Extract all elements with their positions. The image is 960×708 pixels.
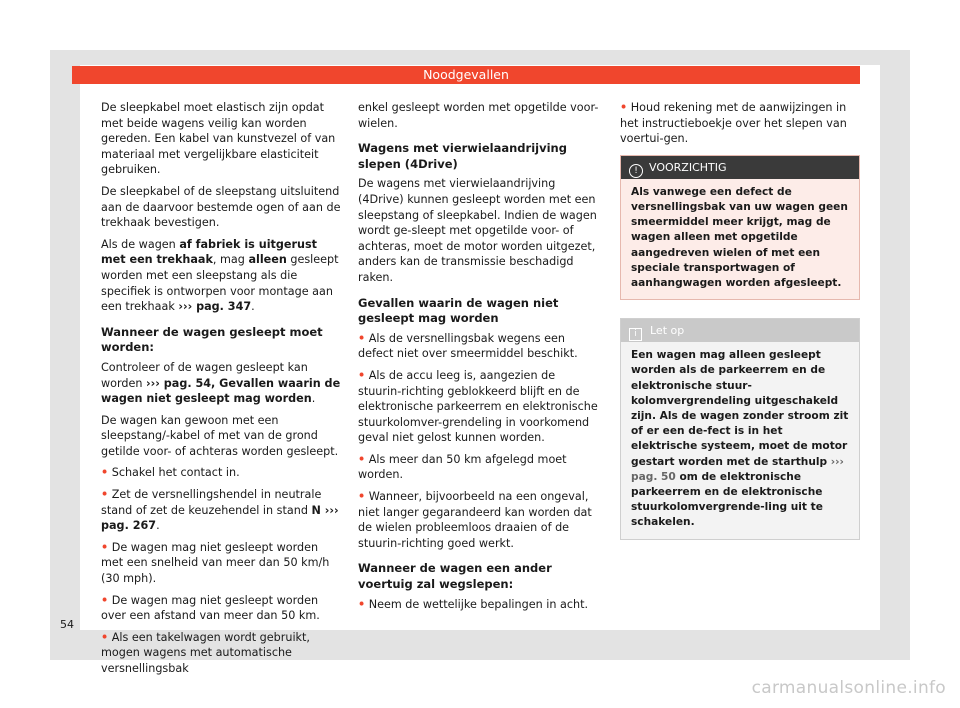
list-item: • Schakel het contact in. bbox=[101, 466, 240, 480]
bullet-icon: • bbox=[101, 593, 109, 607]
bullet-icon: • bbox=[101, 488, 109, 502]
bullet-icon: • bbox=[358, 368, 366, 382]
note-title: Let op bbox=[650, 324, 685, 338]
section-heading: Wanneer de wagen een ander voertuig zal wegslepen: bbox=[358, 561, 552, 592]
bullet-icon: • bbox=[101, 630, 109, 644]
list-item: • Neem de wettelijke bepalingen in acht. bbox=[358, 597, 589, 611]
paragraph: enkel gesleept worden met opgetilde voor-wielen. bbox=[358, 101, 599, 130]
warning-header bbox=[621, 156, 859, 179]
bullet-icon: • bbox=[620, 101, 628, 114]
list-item: • Als meer dan 50 km afgelegd moet worden. bbox=[358, 452, 567, 482]
bullet-icon: • bbox=[358, 452, 366, 466]
page-number: 54 bbox=[60, 618, 74, 631]
page-reference-link[interactable]: ››› pag. 347 bbox=[178, 300, 252, 314]
list-item: • Als de accu leeg is, aangezien de stuurin-richting geblokkeerd blijft en de elektronische parkeerrem en elektronische stuurkolomver-grendeling in voorkomend geval niet gelost kunnen worden. bbox=[358, 368, 598, 445]
column-2 bbox=[358, 100, 601, 618]
column-1 bbox=[101, 100, 341, 683]
paragraph: De sleepkabel of de sleepstang uitsluitend aan de daarvoor bestemde ogen of aan de trekhaak bevestigen. bbox=[101, 184, 341, 230]
bullet-icon: • bbox=[358, 597, 366, 611]
warning-text: Als vanwege een defect de versnellingsbak van uw wagen geen smeermiddel meer krijgt, mag de wagen alleen met opgetilde aangedreven wielen of met een speciale transportwagen of aanhangwagen worden afgesleept. bbox=[631, 185, 848, 289]
page-reference-link[interactable]: ››› pag. 50 bbox=[631, 455, 844, 483]
list-item: • Als een takelwagen wordt gebruikt, mogen wagens met automatische versnellingsbak bbox=[101, 630, 310, 675]
note-text: Een wagen mag alleen gesleept worden als de parkeerrem en de elektronische stuur-kolomvergrendeling uitgeschakeld zijn. Als de wagen zonder stroom zit of er een de-fect is in het elektrische systeem, moet de motor gestart worden met de starthulp ››› pag. 50 om de elektronische parkeerrem en de elektronische stuurkolomvergrende-ling uit te schakelen. bbox=[631, 349, 849, 529]
bullet-icon: • bbox=[358, 490, 366, 504]
note-box bbox=[620, 318, 860, 539]
paragraph: Controleer of de wagen gesleept kan worden ››› pag. 54, Gevallen waarin de wagen niet gesleept mag worden. bbox=[101, 360, 341, 406]
chapter-title: Noodgevallen bbox=[423, 67, 509, 82]
list-item: • Als de versnellingsbak wegens een defect niet over smeermiddel beschikt. bbox=[358, 331, 578, 361]
page-reference-link[interactable]: ››› pag. 54, Gevallen waarin de wagen niet gesleept mag worden bbox=[101, 376, 341, 406]
section-heading: Gevallen waarin de wagen niet gesleept mag worden bbox=[358, 295, 559, 326]
paragraph: De wagen kan gewoon met een sleepstang/-kabel of met van de grond getilde voor- of achteras worden gesleept. bbox=[101, 413, 339, 458]
section-heading: Wanneer de wagen gesleept moet worden: bbox=[101, 324, 323, 355]
bullet-icon: • bbox=[101, 466, 109, 480]
column-3 bbox=[620, 100, 860, 540]
list-item: • De wagen mag niet gesleept worden over een afstand van meer dan 50 km. bbox=[101, 593, 320, 623]
list-item: • Houd rekening met de aanwijzingen in het instructieboekje over het slepen van voertui-gen. bbox=[620, 101, 847, 146]
info-icon: i bbox=[629, 328, 642, 341]
bullet-icon: • bbox=[358, 331, 366, 345]
warning-title: VOORZICHTIG bbox=[649, 160, 727, 174]
warning-box bbox=[620, 155, 860, 300]
paragraph: De wagens met vierwielaandrijving (4Drive) kunnen gesleept worden met een sleepstang of sleepkabel. Indien de wagen wordt ge-sleept met opgetilde voor- of achteras, moet de motor worden uitgezet, anders kan de transmissie beschadigd raken. bbox=[358, 177, 597, 284]
paragraph: De sleepkabel moet elastisch zijn opdat met beide wagens veilig kan worden gereden. Een kabel van kunstvezel of van materiaal met vergelijkbare elasticiteit gebruiken. bbox=[101, 101, 336, 177]
watermark: carmanualsonline.info bbox=[751, 678, 946, 698]
chapter-header bbox=[72, 66, 860, 84]
list-item: • Zet de versnellingshendel in neutrale stand of zet de keuzehendel in stand N ››› pag. 267. bbox=[101, 488, 339, 533]
paragraph: Als de wagen af fabriek is uitgerust met een trekhaak, mag alleen gesleept worden met een sleepstang als die specifiek is ontworpen voor montage aan een trekhaak ››› pag. 347. bbox=[101, 237, 339, 314]
list-item: • Wanneer, bijvoorbeeld na een ongeval, niet langer gegarandeerd kan worden dat de wielen probleemloos draaien of de stuurin-richting goed werkt. bbox=[358, 490, 592, 550]
section-heading: Wagens met vierwielaandrijving slepen (4Drive) bbox=[358, 141, 567, 171]
page-reference-link[interactable]: N ››› pag. 267 bbox=[101, 503, 339, 533]
note-header bbox=[621, 319, 859, 342]
bullet-icon: • bbox=[101, 540, 109, 554]
list-item: • De wagen mag niet gesleept worden met een snelheid van meer dan 50 km/h (30 mph). bbox=[101, 540, 330, 586]
exclamation-circle-icon: ! bbox=[629, 164, 643, 178]
